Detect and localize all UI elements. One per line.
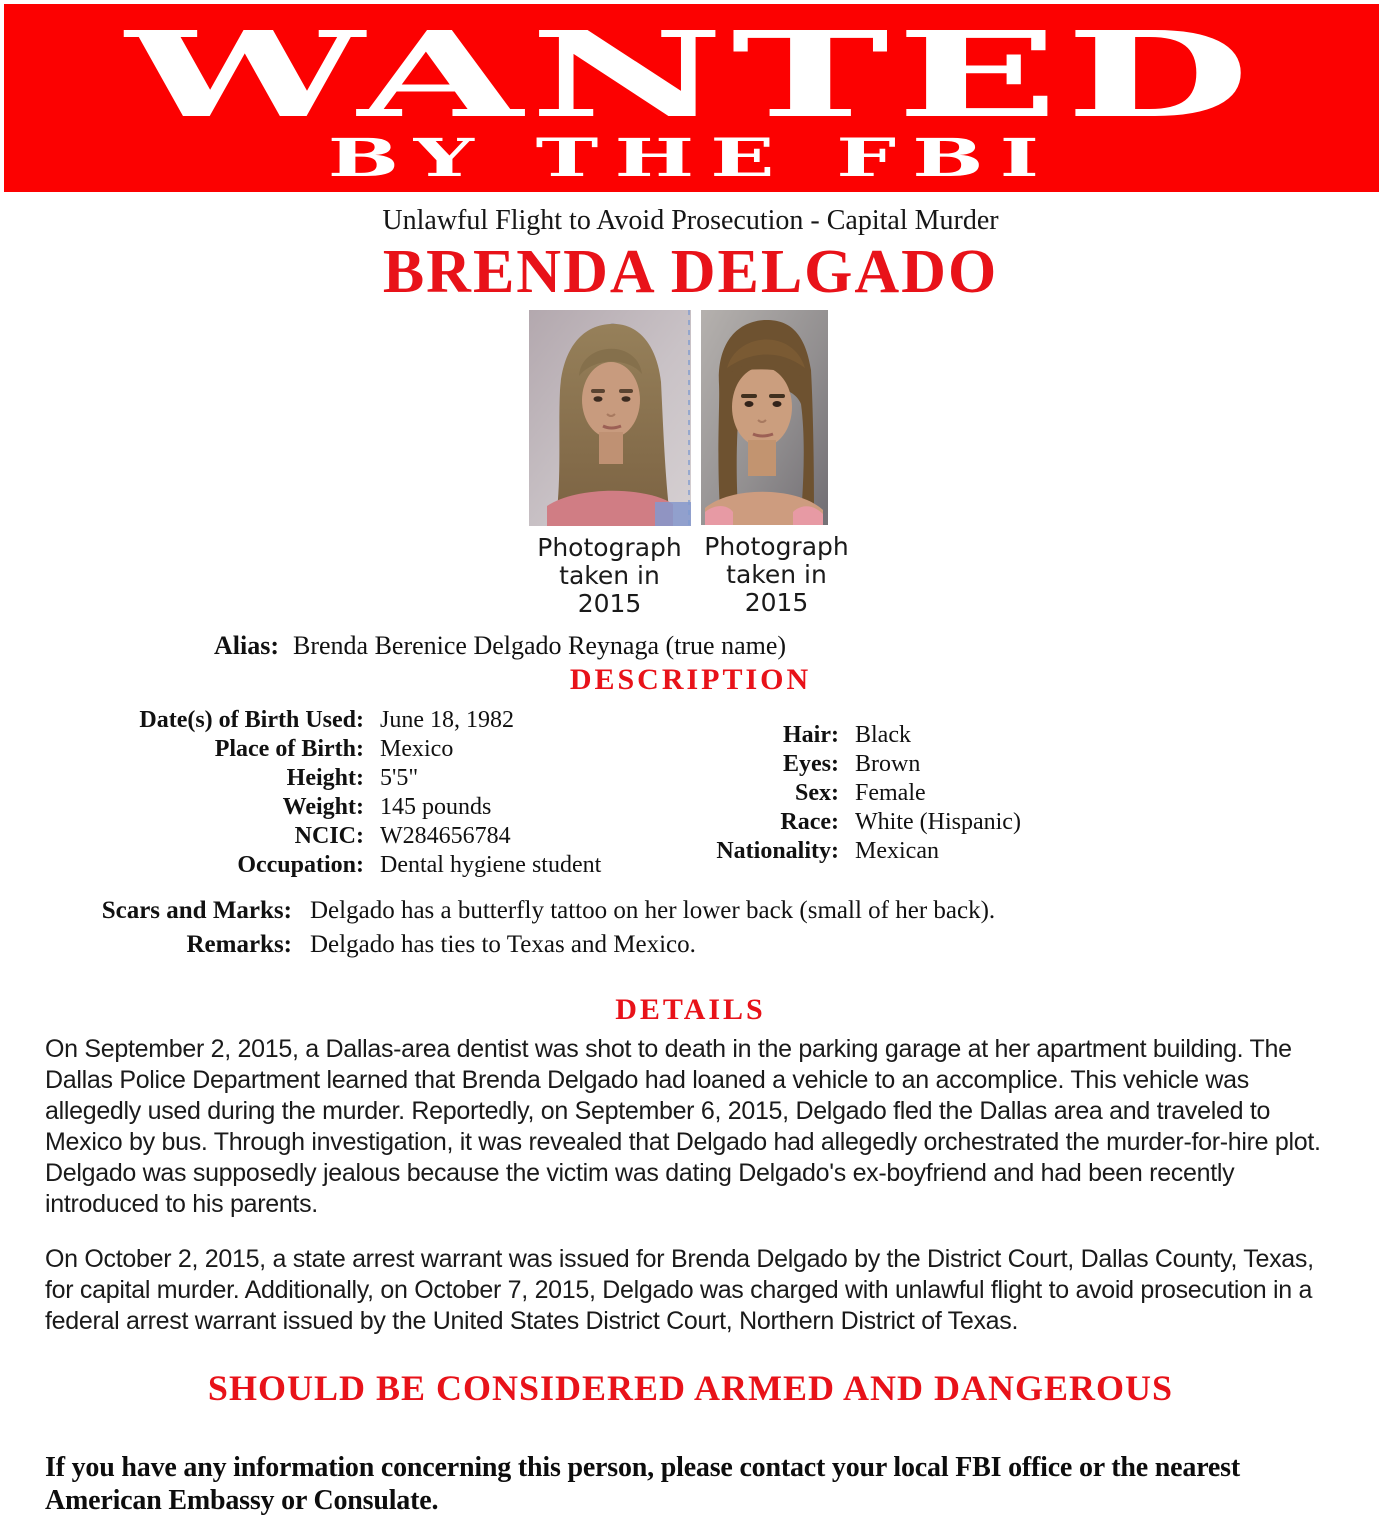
table-row	[40, 706, 680, 735]
photo-figure-right	[701, 310, 853, 617]
table-row	[680, 721, 1095, 750]
field-value: Mexico	[380, 736, 454, 762]
description-table-right	[680, 721, 1095, 866]
banner-subtitle-text: BY THE FBI	[327, 128, 1056, 189]
photo-caption-left: Photograph taken in 2015	[537, 533, 682, 618]
field-value: Mexican	[855, 837, 939, 864]
field-label: Sex:	[795, 779, 839, 806]
field-label: Race:	[780, 808, 839, 835]
description-table-left	[40, 706, 680, 880]
field-label: Scars and Marks:	[101, 897, 292, 924]
field-value: White (Hispanic)	[855, 808, 1021, 835]
wanted-banner	[4, 4, 1379, 192]
details-heading: DETAILS	[615, 993, 766, 1026]
table-row	[0, 928, 995, 962]
table-row	[40, 822, 680, 851]
table-row	[40, 764, 680, 793]
table-row	[680, 779, 1095, 808]
field-label: Remarks:	[186, 931, 292, 958]
banner-title	[4, 5, 1379, 144]
field-label: Eyes:	[783, 750, 839, 777]
field-label: Height:	[286, 765, 364, 791]
field-value: Brown	[855, 750, 921, 777]
field-value: Delgado has a butterfly tattoo on her lower back (small of her back).	[310, 897, 996, 924]
wanted-poster-page	[0, 4, 1381, 1517]
table-row	[680, 808, 1095, 837]
field-value: Black	[855, 721, 911, 748]
armed-dangerous-warning: SHOULD BE CONSIDERED ARMED AND DANGEROUS	[207, 1368, 1174, 1408]
table-row	[680, 837, 1095, 866]
field-value: Delgado has ties to Texas and Mexico.	[310, 931, 696, 958]
description-heading: DESCRIPTION	[569, 663, 812, 696]
scars-remarks-table	[0, 894, 995, 962]
photo-figure-left	[529, 310, 691, 618]
alias-label: Alias:	[214, 631, 279, 660]
field-label: Hair:	[783, 721, 839, 748]
field-label: Nationality:	[716, 837, 839, 864]
field-label: Weight:	[282, 794, 364, 820]
field-value: Dental hygiene student	[380, 852, 602, 878]
banner-title-text: WANTED	[125, 5, 1258, 144]
description-columns	[0, 706, 1381, 880]
alias-value: Brenda Berenice Delgado Reynaga (true name)	[293, 631, 787, 660]
subject-name: BRENDA DELGADO	[382, 238, 999, 306]
field-value: 145 pounds	[380, 794, 492, 820]
table-row	[40, 793, 680, 822]
charge-line: Unlawful Flight to Avoid Prosecution - Capital Murder	[382, 205, 999, 236]
field-label: Date(s) of Birth Used:	[139, 707, 364, 733]
table-row	[0, 894, 995, 928]
photos-row	[0, 310, 1381, 618]
contact-instructions: If you have any information concerning this person, please contact your local FBI office or the nearest American Embassy or Consulate.	[45, 1452, 1240, 1516]
field-label: Place of Birth:	[214, 736, 364, 762]
field-label: Occupation:	[237, 852, 364, 878]
alias-row	[214, 630, 1381, 662]
table-row	[40, 735, 680, 764]
field-value: W284656784	[380, 823, 511, 849]
details-paragraph-2: On October 2, 2015, a state arrest warrant was issued for Brenda Delgado by the District Court, Dallas County, Texas, for capital murder. Additionally, on October 7, 2015, Delgado was charged with unlawful flight to avoid prosecution in a federal arrest warrant issued by the United States District Court, Northern District of Texas.	[45, 1245, 1314, 1335]
table-row	[680, 750, 1095, 779]
field-value: Female	[855, 779, 926, 806]
photo-caption-right: Photograph taken in 2015	[704, 532, 849, 617]
field-value: 5'5"	[380, 765, 419, 791]
table-row	[40, 851, 680, 880]
field-label: NCIC:	[294, 823, 364, 849]
mugshot-photo-right	[701, 310, 853, 525]
field-value: June 18, 1982	[380, 707, 514, 733]
details-paragraph-1: On September 2, 2015, a Dallas-area dentist was shot to death in the parking garage at her apartment building. The Dallas Police Department learned that Brenda Delgado had loaned a vehicle to an accomplice. This vehicle was allegedly used during the murder. Reportedly, on September 6, 2015, Delgado fled the Dallas area and traveled to Mexico by bus. Through investigation, it was revealed that Delgado had allegedly orchestrated the murder-for-hire plot. Delgado was supposedly jealous because the victim was dating Delgado's ex-boyfriend and had been recently introduced to his parents.	[45, 1035, 1321, 1218]
mugshot-photo-left	[529, 310, 691, 526]
